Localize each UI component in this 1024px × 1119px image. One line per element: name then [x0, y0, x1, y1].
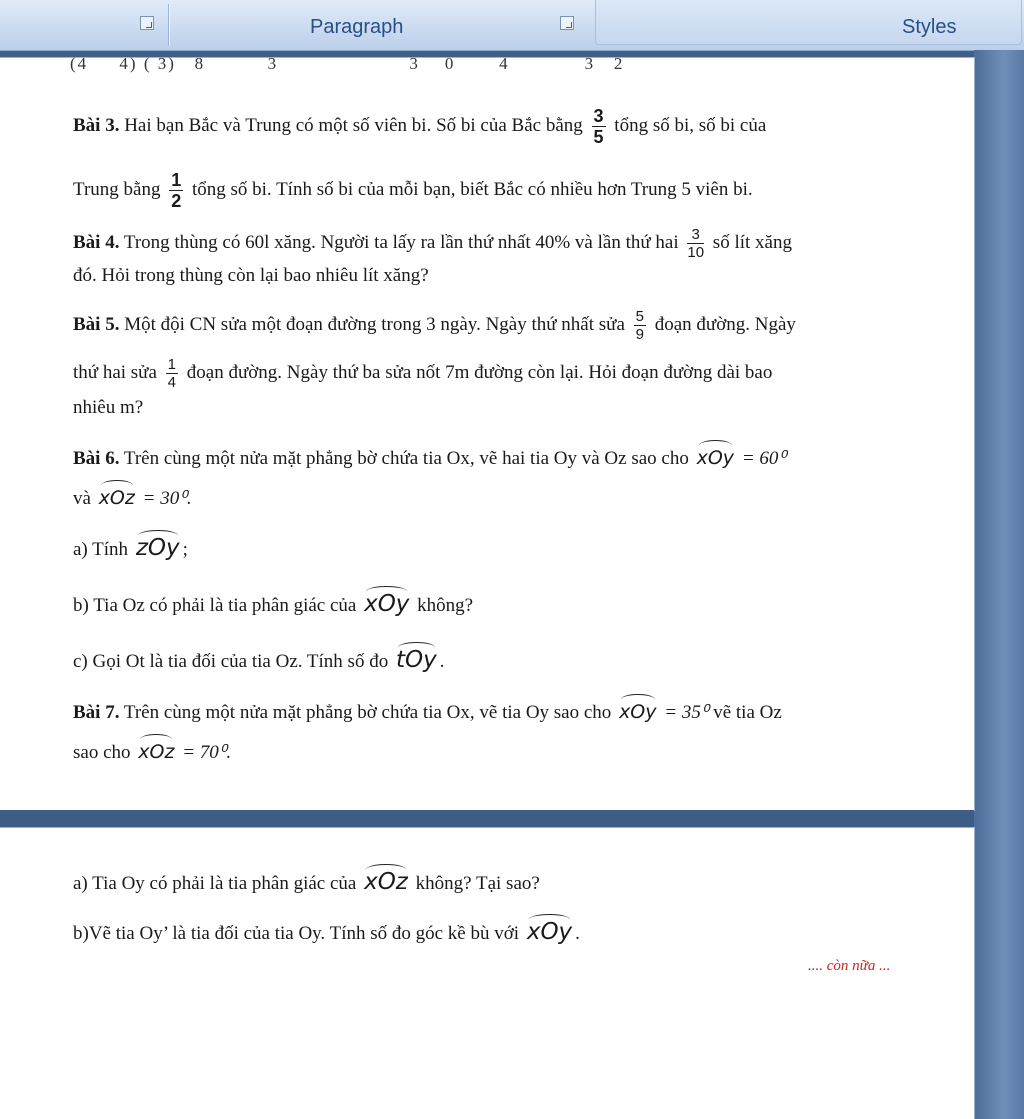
bai5-text: đoạn đường. Ngày [654, 313, 796, 335]
bai7-line-1 [73, 692, 782, 725]
bai4-text: đó. Hỏi trong thùng còn lại bao nhiêu lít xăng? [73, 265, 429, 286]
part-b-end: không? [417, 595, 474, 616]
part-b-text: b)Vẽ tia Oy’ là tia đối của tia Oy. Tính số đo góc kề bù với [73, 923, 520, 944]
workspace-background [974, 50, 1024, 1119]
part-a-end: ; [182, 539, 188, 560]
bai7-title: Bài 7. [73, 702, 120, 723]
bai4-text: Trong thùng có 60l xăng. Người ta lấy ra lần thứ nhất 40% và lần thứ hai [123, 231, 679, 253]
paragraph-group-label: Paragraph [310, 16, 404, 38]
bai5-text: Một đội CN sửa một đoạn đường trong 3 ngày. Ngày thứ nhất sửa [124, 313, 625, 335]
page-gap [0, 810, 974, 828]
bai4-line-2 [73, 264, 429, 288]
document-page-2[interactable] [0, 828, 974, 1119]
fraction-numerator: 5 [635, 308, 644, 325]
part-b-text: b) Tia Oz có phải là tia phân giác của [73, 595, 357, 616]
bai3-text: tổng số bi, số bi của [614, 114, 767, 136]
ribbon-bar [0, 0, 1024, 51]
bai3-text: Hai bạn Bắc và Trung có một số viên bi. Số bi của Bắc bằng [124, 114, 583, 136]
angle-value: = 35⁰ [664, 702, 709, 723]
angle-xoy: xOy [527, 912, 572, 944]
bai7-part-a [73, 862, 540, 896]
bai3-title: Bài 3. [73, 114, 120, 136]
fraction-denominator: 2 [171, 191, 182, 211]
part-a-end: không? Tại sao? [415, 873, 540, 894]
bai3-line-1 [73, 106, 766, 147]
angle-value: = 30⁰. [142, 488, 192, 509]
fraction [687, 226, 704, 261]
bai4-title: Bài 4. [73, 231, 120, 253]
fraction-denominator: 5 [593, 127, 604, 147]
bai3-line-2 [73, 170, 753, 211]
angle-toy: tOy [396, 640, 437, 672]
fraction-denominator: 10 [687, 244, 705, 261]
bai7-part-b [73, 912, 580, 946]
fraction-numerator: 3 [593, 106, 604, 126]
fraction-denominator: 9 [635, 326, 644, 343]
continued-note: .... còn nữa ... [808, 958, 891, 974]
fraction [634, 308, 646, 343]
cut-off-line: (4 4) ( 3) 8 3 3 0 4 3 2 [70, 54, 625, 73]
bai6-text: và [73, 488, 91, 509]
part-a-text: a) Tia Oy có phải là tia phân giác của [73, 873, 357, 894]
bai5-text: đoạn đường. Ngày thứ ba sửa nốt 7m đường còn lại. Hỏi đoạn đường dài bao [186, 361, 773, 383]
paragraph-dialog-launcher-icon[interactable] [560, 16, 574, 30]
document-page-1[interactable] [0, 54, 974, 810]
angle-xoy: xOy [364, 584, 409, 616]
angle-xoy: xOy [619, 692, 656, 724]
angle-value: = 60⁰ [741, 448, 787, 469]
bai5-title: Bài 5. [73, 313, 120, 335]
fraction-numerator: 1 [167, 356, 177, 373]
angle-zoy: zOy [136, 528, 180, 560]
bai6-part-c [73, 640, 444, 674]
bai7-line-2 [73, 732, 231, 765]
angle-xoz: xOz [364, 862, 408, 894]
bai7-text: sao cho [73, 742, 131, 763]
fraction [592, 106, 606, 147]
bai3-text: tổng số bi. Tính số bi của mỗi bạn, biết Bắc có nhiều hơn Trung 5 viên bi. [191, 178, 753, 200]
bai5-line-1 [73, 308, 796, 343]
fraction [169, 170, 183, 211]
part-c-end: . [439, 651, 445, 672]
bai6-part-b [73, 584, 473, 618]
bai4-line-1 [73, 226, 792, 261]
bai5-text: nhiêu m? [73, 397, 144, 418]
font-dialog-launcher-icon[interactable] [140, 16, 154, 30]
fraction-numerator: 3 [687, 226, 704, 244]
bai5-line-2 [73, 356, 772, 391]
bai7-text: Trên cùng một nửa mặt phẳng bờ chứa tia Ox, vẽ tia Oy sao cho [123, 702, 612, 723]
angle-value: = 70⁰. [182, 742, 232, 763]
bai6-line-1 [73, 438, 786, 471]
bai3-text: Trung bằng [73, 178, 161, 200]
part-a-text: a) Tính [73, 539, 129, 560]
bai7-text: vẽ tia Oz [713, 702, 782, 723]
fraction-denominator: 4 [167, 374, 177, 391]
angle-xoz: xOz [99, 478, 135, 510]
ribbon-separator [168, 4, 169, 46]
bai4-text: số lít xăng [712, 231, 792, 253]
styles-group [595, 0, 1022, 45]
bai6-line-2 [73, 478, 192, 511]
bai6-title: Bài 6. [73, 448, 120, 469]
fraction-numerator: 1 [171, 170, 182, 190]
bai5-text: thứ hai sửa [73, 361, 157, 383]
paragraph-group [172, 6, 587, 44]
part-b-end: . [575, 923, 580, 944]
bai5-line-3 [73, 396, 143, 420]
fraction [166, 356, 178, 391]
styles-group-label: Styles [902, 16, 957, 38]
angle-xoy: xOy [697, 438, 734, 470]
angle-xoz: xOz [138, 732, 174, 764]
part-c-text: c) Gọi Ot là tia đối của tia Oz. Tính số đo [73, 651, 389, 672]
bai6-part-a [73, 528, 188, 562]
bai6-text: Trên cùng một nửa mặt phẳng bờ chứa tia Ox, vẽ hai tia Oy và Oz sao cho [123, 448, 689, 469]
